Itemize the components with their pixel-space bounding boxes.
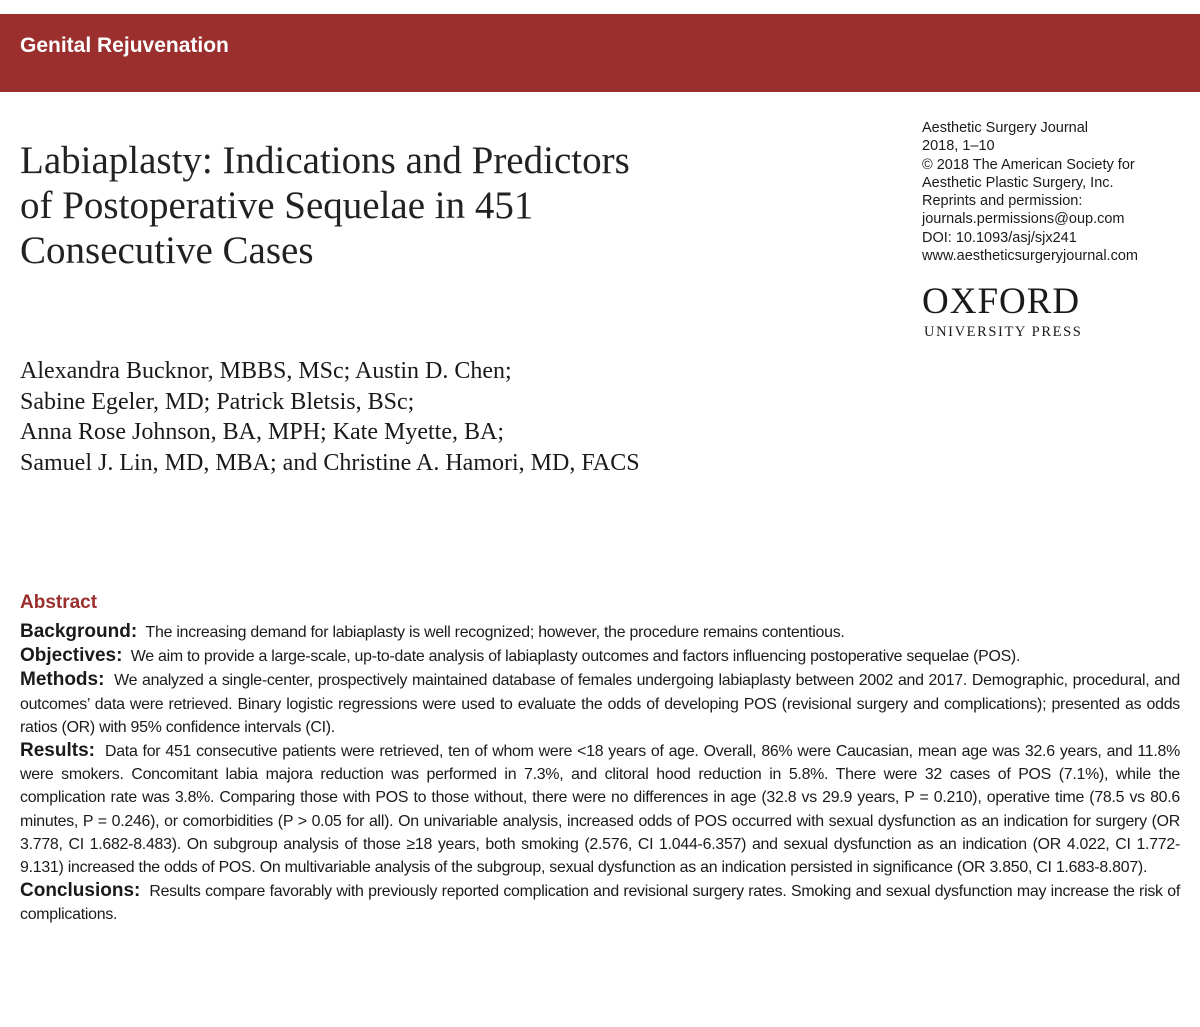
author-line: Samuel J. Lin, MD, MBA; and Christine A. Hamori, MD, FACS [20, 449, 640, 476]
doi: DOI: 10.1093/asj/sjx241 [922, 229, 1077, 246]
journal-name: Aesthetic Surgery Journal [922, 120, 1089, 136]
abstract-body [20, 620, 1180, 927]
journal-year-pages: 2018, 1–10 [922, 138, 995, 155]
copyright-line: © 2018 The American Society for [922, 156, 1135, 173]
section-text: Results compare favorably with previously reported complication and revisional surgery rates. Smoking and sexual dysfunction may increase the risk of complications. [20, 883, 1180, 924]
section-label: Results: [20, 740, 95, 762]
logo-main-text: OXFORD [922, 281, 1081, 322]
abstract-background [20, 620, 1180, 644]
section-text: The increasing demand for labiaplasty is well recognized; however, the procedure remains contentious. [145, 624, 845, 641]
section-banner [0, 14, 1200, 92]
oxford-university-press-logo [922, 282, 1082, 341]
abstract-methods [20, 668, 1180, 739]
section-text: We aim to provide a large-scale, up-to-date analysis of labiaplasty outcomes and factors influencing postoperative sequelae (POS). [130, 648, 1021, 666]
title-line: of Postoperative Sequelae in 451 [20, 184, 534, 227]
abstract-objectives [20, 644, 1180, 668]
article-title [20, 138, 800, 273]
author-line: Sabine Egeler, MD; Patrick Bletsis, BSc; [20, 388, 415, 415]
title-line: Labiaplasty: Indications and Predictors [20, 139, 630, 182]
permissions-email: journals.permissions@oup.com [922, 211, 1125, 228]
author-line: Anna Rose Johnson, BA, MPH; Kate Myette, BA; [20, 419, 504, 445]
abstract-heading: Abstract [20, 592, 98, 613]
author-list [20, 356, 640, 478]
journal-url: www.aestheticsurgeryjournal.com [922, 248, 1138, 265]
abstract-results [20, 739, 1180, 879]
section-label: Methods: [20, 669, 105, 691]
abstract-conclusions [20, 879, 1180, 926]
reprints-label: Reprints and permission: [922, 193, 1083, 210]
logo-sub-text: UNIVERSITY PRESS [924, 324, 1083, 340]
section-label: Genital Rejuvenation [20, 34, 229, 57]
journal-info [922, 119, 1192, 265]
title-line: Consecutive Cases [20, 229, 314, 272]
copyright-line: Aesthetic Plastic Surgery, Inc. [922, 174, 1114, 191]
section-label: Conclusions: [20, 880, 141, 902]
section-label: Objectives: [20, 645, 123, 667]
author-line: Alexandra Bucknor, MBBS, MSc; Austin D. Chen; [20, 358, 512, 384]
section-text: Data for 451 consecutive patients were retrieved, ten of whom were <18 years of age. Overall, 86% were Caucasian, mean age was 32.6 years, and 11.8% were smokers. Concomitant labia majora reduction was performed in 7.3%, and clitoral hood reduction in 5.8%. There were 32 cases of POS (7.1%), while the complication rate was 3.8%. Comparing those with POS to those without, there were no differences in age (32.8 vs 29.9 years, P = 0.210), operative time (78.5 vs 80.6 minutes, P = 0.246), or comorbidities (P > 0.05 for all). On univariable analysis, increased odds of POS occurred with sexual dysfunction as an indication for surgery (OR 3.778, CI 1.682-8.483). On subgroup analysis of those ≥18 years, both smoking (2.576, CI 1.044-6.357) and sexual dysfunction as an indication (OR 4.022, CI 1.772-9.131) increased the odds of POS. On multivariable analysis of the subgroup, sexual dysfunction as an indication persisted in significance (OR 3.850, CI 1.683-8.807). [20, 743, 1180, 877]
section-label: Background: [20, 621, 138, 642]
section-text: We analyzed a single-center, prospectively maintained database of females undergoing labiaplasty between 2002 and 2017. Demographic, procedural, and outcomes’ data were retrieved. Binary logistic regressions were used to evaluate the odds of developing POS (revisional surgery and complications); presented as odds ratios (OR) with 95% confidence intervals (CI). [20, 672, 1180, 736]
